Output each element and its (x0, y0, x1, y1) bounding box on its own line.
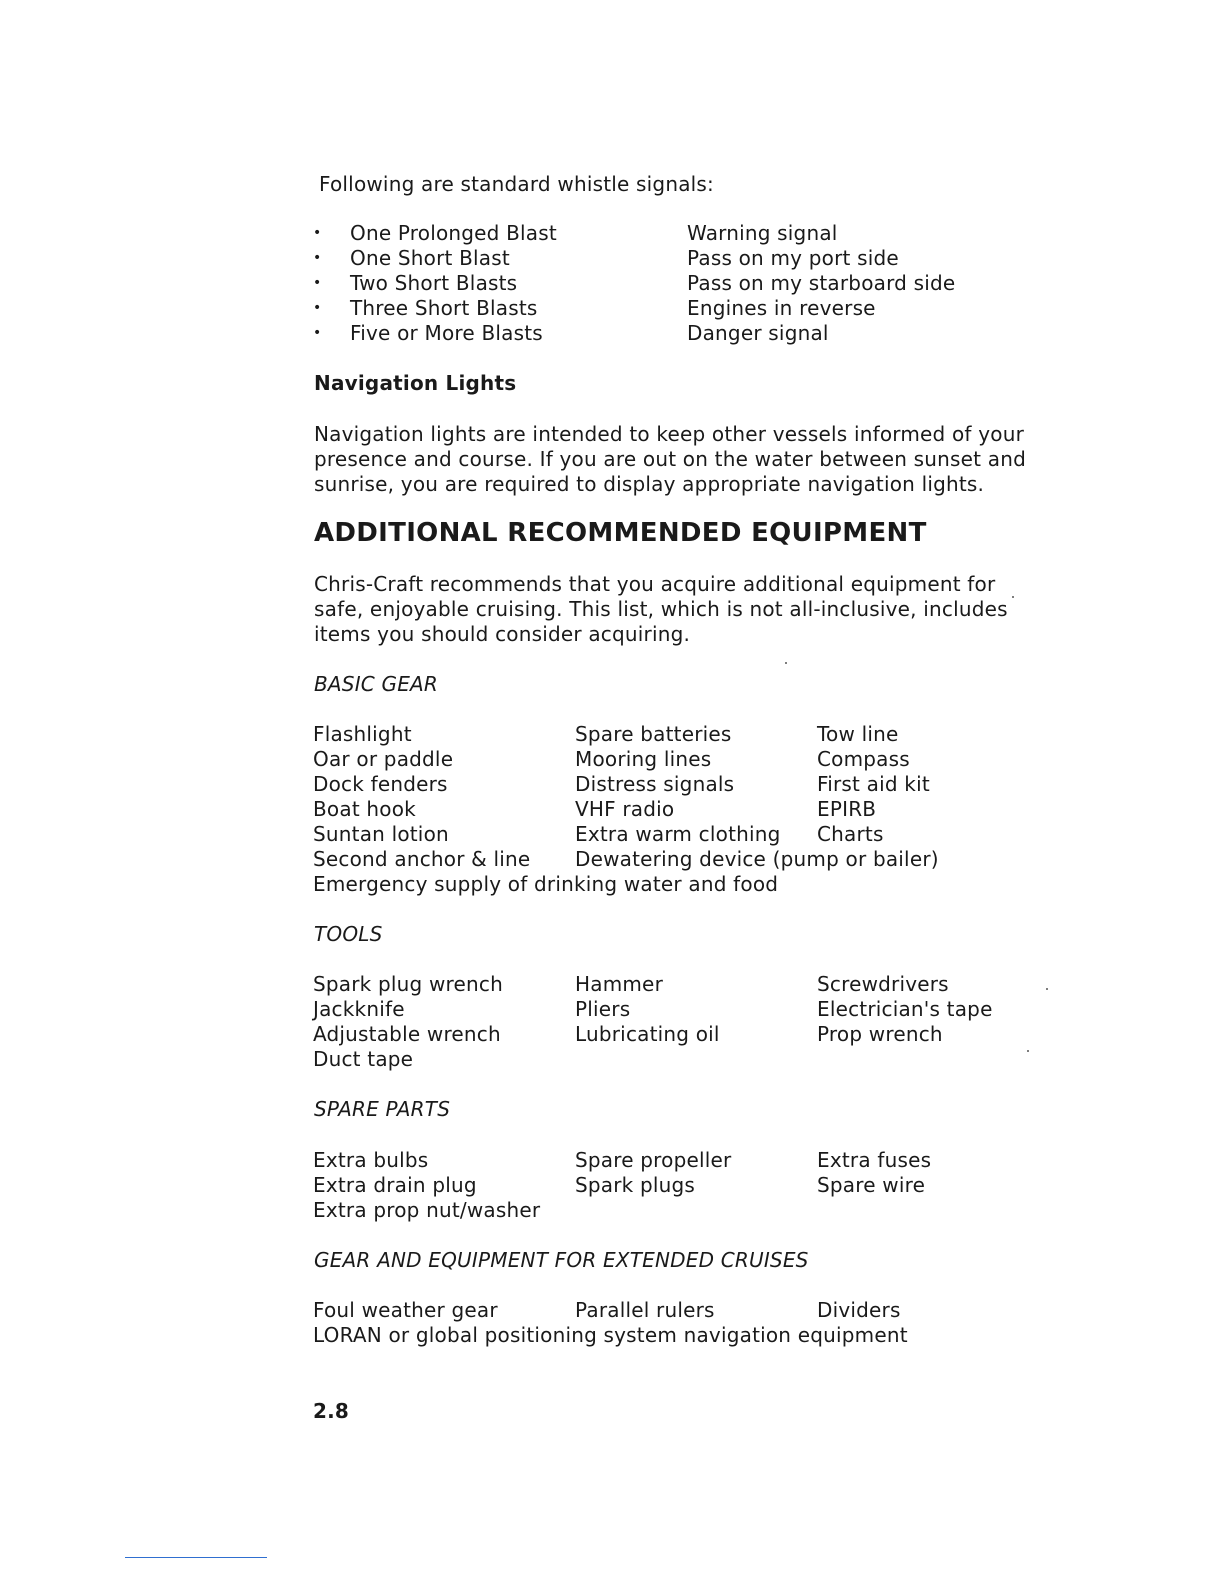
list-item: Extra bulbs (313, 1148, 429, 1172)
list-item: Oar or paddle (313, 747, 454, 771)
list-item: Electrician's tape (817, 997, 993, 1021)
list-item: Parallel rulers (575, 1298, 715, 1322)
signal-meaning: Engines in reverse (687, 296, 876, 320)
list-item: Charts (817, 822, 884, 846)
signal-name: Two Short Blasts (350, 271, 518, 295)
list-item: Spark plugs (575, 1173, 696, 1197)
signal-name: One Short Blast (350, 246, 510, 270)
list-item: Prop wrench (817, 1022, 943, 1046)
equipment-heading: ADDITIONAL RECOMMENDED EQUIPMENT (314, 518, 927, 548)
list-item: LORAN or global positioning system navigation equipment (313, 1323, 908, 1347)
list-item: Pliers (575, 997, 631, 1021)
bullet-icon: • (313, 250, 322, 266)
list-item: Spare batteries (575, 722, 732, 746)
list-item: Extra prop nut/washer (313, 1198, 541, 1222)
scan-speck (1046, 988, 1048, 990)
list-item: Dock fenders (313, 772, 448, 796)
list-item: Flashlight (313, 722, 412, 746)
list-item: Emergency supply of drinking water and food (313, 872, 779, 896)
list-item: Jackknife (313, 997, 405, 1021)
spare-parts-title: SPARE PARTS (314, 1097, 451, 1121)
list-item: Second anchor & line (313, 847, 531, 871)
list-item: First aid kit (817, 772, 930, 796)
basic-gear-title: BASIC GEAR (314, 672, 439, 696)
signal-meaning: Pass on my starboard side (687, 271, 956, 295)
list-item: Extra warm clothing (575, 822, 781, 846)
signal-meaning: Danger signal (687, 321, 829, 345)
scan-speck (1012, 596, 1014, 598)
tools-title: TOOLS (314, 922, 383, 946)
list-item: Distress signals (575, 772, 735, 796)
list-item: Mooring lines (575, 747, 712, 771)
nav-lights-line: sunrise, you are required to display appropriate navigation lights. (314, 472, 985, 496)
intro-text: Following are standard whistle signals: (319, 172, 714, 196)
list-item: EPIRB (817, 797, 877, 821)
list-item: Duct tape (313, 1047, 414, 1071)
equipment-line: items you should consider acquiring. (314, 622, 691, 646)
bullet-icon: • (313, 275, 322, 291)
scan-speck (1027, 1050, 1029, 1052)
bottom-rule (125, 1557, 267, 1558)
list-item: Adjustable wrench (313, 1022, 501, 1046)
list-item: Tow line (817, 722, 899, 746)
equipment-line: Chris-Craft recommends that you acquire additional equipment for (314, 572, 996, 596)
list-item: Dividers (817, 1298, 901, 1322)
list-item: Spark plug wrench (313, 972, 503, 996)
list-item: VHF radio (575, 797, 675, 821)
signal-name: Five or More Blasts (350, 321, 543, 345)
signal-meaning: Warning signal (687, 221, 838, 245)
list-item: Extra drain plug (313, 1173, 477, 1197)
equipment-line: safe, enjoyable cruising. This list, which is not all-inclusive, includes (314, 597, 1008, 621)
bullet-icon: • (313, 325, 322, 341)
list-item: Hammer (575, 972, 663, 996)
signal-name: One Prolonged Blast (350, 221, 557, 245)
signal-name: Three Short Blasts (350, 296, 538, 320)
list-item: Screwdrivers (817, 972, 949, 996)
list-item: Lubricating oil (575, 1022, 720, 1046)
nav-lights-heading: Navigation Lights (314, 371, 517, 395)
list-item: Spare wire (817, 1173, 926, 1197)
bullet-icon: • (313, 300, 322, 316)
list-item: Compass (817, 747, 910, 771)
nav-lights-line: Navigation lights are intended to keep other vessels informed of your (314, 422, 1024, 446)
signal-meaning: Pass on my port side (687, 246, 899, 270)
list-item: Dewatering device (pump or bailer) (575, 847, 939, 871)
list-item: Boat hook (313, 797, 416, 821)
scan-speck (785, 662, 787, 664)
list-item: Extra fuses (817, 1148, 932, 1172)
page-number: 2.8 (313, 1399, 350, 1423)
bullet-icon: • (313, 225, 322, 241)
nav-lights-line: presence and course. If you are out on the water between sunset and (314, 447, 1026, 471)
list-item: Suntan lotion (313, 822, 449, 846)
list-item: Foul weather gear (313, 1298, 498, 1322)
list-item: Spare propeller (575, 1148, 732, 1172)
extended-title: GEAR AND EQUIPMENT FOR EXTENDED CRUISES (314, 1248, 809, 1272)
